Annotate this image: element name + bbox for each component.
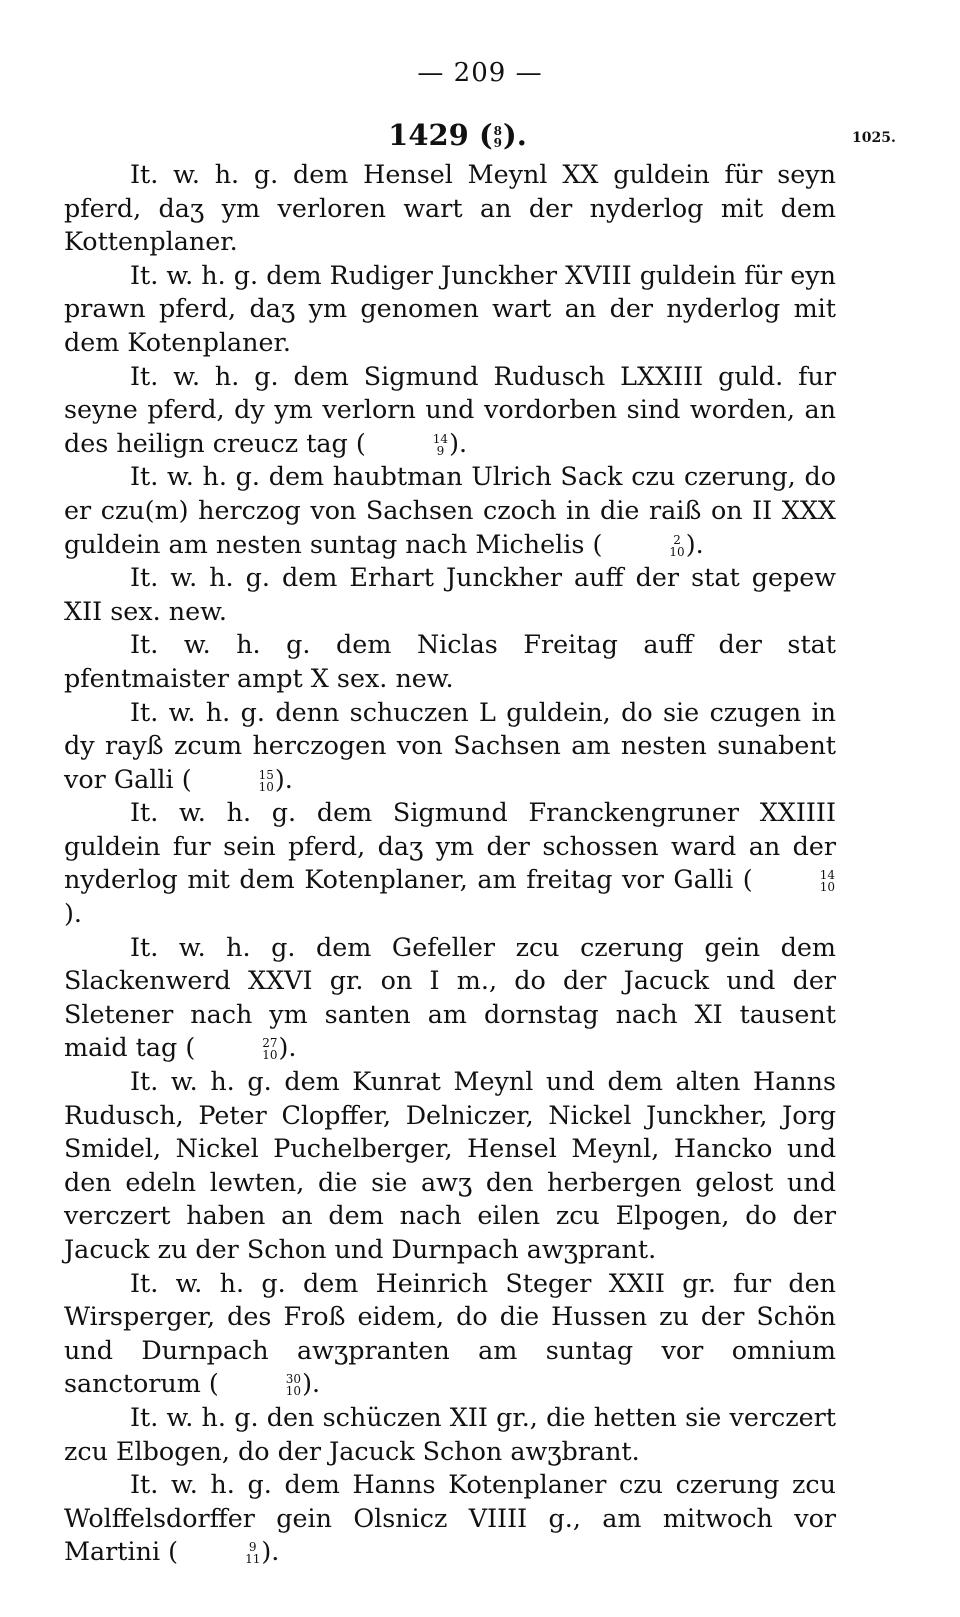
entry-text: It. w. h. g. dem Gefeller zcu czerung gein dem Slackenwerd XXVI gr. on I m., do der Jacuck und der Sletener nach ym santen am dornstag nach XI tausent maid tag ( xyxy=(64,931,836,1063)
fraction-numerator: 14 xyxy=(432,431,449,446)
fraction-numerator: 30 xyxy=(285,1372,302,1387)
date-fraction xyxy=(754,869,835,893)
entry-after: ). xyxy=(685,528,704,559)
text-block xyxy=(64,158,836,1569)
fraction-numerator: 15 xyxy=(258,767,274,782)
entry-text: It. w. h. g. dem Hensel Meynl XX guldein für seyn pferd, daʒ ym verloren wart an der nyderlog mit dem Kottenplaner. xyxy=(64,159,836,257)
entry-text: It. w. h. g. dem Sigmund Franckengruner XXIIII guldein fur sein pferd, daʒ ym der schossen ward an der nyderlog mit dem Kotenplaner, am freitag vor Galli ( xyxy=(64,797,836,895)
entry xyxy=(64,628,836,695)
entry xyxy=(64,796,836,930)
year-heading-fraction-numerator: 8 xyxy=(493,124,503,138)
year-heading-fraction xyxy=(494,125,502,149)
year-heading-close: ). xyxy=(503,118,527,152)
fraction-numerator: 9 xyxy=(248,1540,257,1555)
entry xyxy=(64,158,836,259)
fraction-denominator: 10 xyxy=(669,544,685,559)
marginal-number: 1025. xyxy=(852,130,896,146)
entry-text: It. w. h. g. dem Rudiger Junckher XVIII guldein für eyn prawn pferd, daʒ ym genomen wart an der nyderlog mit dem Kotenplaner. xyxy=(64,259,836,357)
entry-after: ). xyxy=(278,1032,297,1063)
entry-after: ). xyxy=(449,427,468,458)
fraction-denominator: 10 xyxy=(819,880,835,895)
year-heading-text: 1429 ( xyxy=(388,118,493,152)
entry xyxy=(64,360,836,461)
entry xyxy=(64,931,836,1065)
date-fraction xyxy=(196,1037,277,1061)
year-heading-fraction-denominator: 9 xyxy=(493,136,503,150)
year-heading xyxy=(0,118,915,152)
entry xyxy=(64,561,836,628)
entry xyxy=(64,696,836,797)
entry xyxy=(64,1468,836,1569)
fraction-denominator: 10 xyxy=(258,779,274,794)
fraction-numerator: 14 xyxy=(819,868,835,883)
entry-text: It. w. h. g. denn schuczen L guldein, do sie czugen in dy rayß zcum herczogen von Sachsen am nesten sunabent vor Galli ( xyxy=(64,696,836,794)
entry-text: It. w. h. g. dem Heinrich Steger XXII gr. fur den Wirsperger, des Froß eidem, do die Hussen zu der Schön und Durnpach awʒpranten am suntag vor omnium sanctorum ( xyxy=(64,1267,836,1399)
date-fraction xyxy=(367,433,448,457)
date-fraction xyxy=(179,1541,260,1565)
fraction-denominator: 10 xyxy=(262,1048,278,1063)
date-fraction xyxy=(220,1373,301,1397)
page-number: — 209 — xyxy=(417,58,543,88)
fraction-numerator: 27 xyxy=(262,1036,278,1051)
fraction-denominator: 11 xyxy=(245,1552,261,1567)
entry-after: ). xyxy=(64,898,82,929)
entry-text: It. w. h. g. dem Erhart Junckher auff der stat gepew XII sex. new. xyxy=(64,562,836,626)
fraction-denominator: 9 xyxy=(436,443,445,458)
entry-text: It. w. h. g. dem haubtman Ulrich Sack czu czerung, do er czu(m) herczog von Sachsen czoch in die raiß on II XXX guldein am nesten suntag nach Michelis ( xyxy=(64,461,836,559)
entry-text: It. w. h. g. den schüczen XII gr., die hetten sie verczert zcu Elbogen, do der Jacuck Schon awʒbrant. xyxy=(64,1401,836,1466)
entry-text: It. w. h. g. dem Hanns Kotenplaner czu czerung zcu Wolffelsdorffer gein Olsnicz VIIII g., am mitwoch vor Martini ( xyxy=(64,1469,836,1567)
entry xyxy=(64,259,836,360)
entry-after: ). xyxy=(302,1368,321,1399)
date-fraction xyxy=(193,769,274,793)
fraction-denominator: 10 xyxy=(285,1384,302,1399)
date-fraction xyxy=(603,534,684,558)
entry xyxy=(64,460,836,561)
entry-text: It. w. h. g. dem Niclas Freitag auff der stat pfentmaister ampt X sex. new. xyxy=(64,629,836,693)
entry xyxy=(64,1065,836,1267)
entry-after: ). xyxy=(274,763,293,794)
entry xyxy=(64,1401,836,1468)
entry xyxy=(64,1267,836,1401)
fraction-numerator: 2 xyxy=(673,532,681,547)
entry-text: It. w. h. g. dem Sigmund Rudusch LXXIII guld. fur seyne pferd, dy ym verlorn und vordorben sind worden, an des heilign creucz tag ( xyxy=(64,360,836,458)
entry-text: It. w. h. g. dem Kunrat Meynl und dem alten Hanns Rudusch, Peter Clopffer, Delniczer, Nickel Junckher, Jorg Smidel, Nickel Puchelberger, Hensel Meynl, Hancko und den edeln lewten, die sie awʒ den herbergen gelost und verczert haben an dem nach eilen zcu Elpogen, do der Jacuck zu der Schon und Durnpach awʒprant. xyxy=(64,1066,836,1264)
entry-after: ). xyxy=(261,1536,280,1567)
